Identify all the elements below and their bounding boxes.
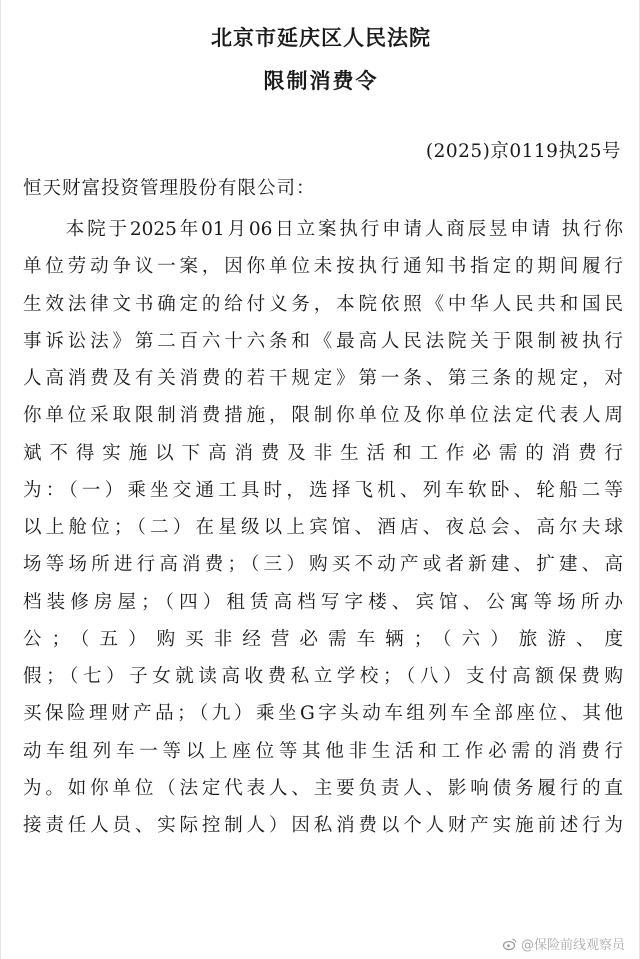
body-line: 买保险理财产品；（九）乘坐G字头动车组列车全部座位、其他 [23, 703, 623, 725]
court-name: 北京市延庆区人民法院 [211, 25, 431, 50]
body-line: 假；（七）子女就读高收费私立学校；（八）支付高额保费购 [23, 666, 623, 687]
body-line: 接责任人员、实际控制人）因私消费以个人财产实施前述行为 [23, 815, 623, 836]
document-title: 限制消费令 [263, 68, 379, 93]
body-line: 以上舱位；（二）在星级以上宾馆、酒店、夜总会、高尔夫球 [23, 517, 623, 538]
document-body [23, 211, 623, 844]
body-line: 你单位采取限制消费措施，限制你单位及你单位法定代表人周 [23, 405, 623, 427]
body-line: 人高消费及有关消费的若干规定》第一条、第三条的规定，对 [23, 368, 623, 389]
body-line: 为：（一）乘坐交通工具时，选择飞机、列车软卧、轮船二等 [23, 479, 623, 501]
body-line: 生效法律文书确定的给付义务，本院依照《中华人民共和国民 [23, 293, 623, 315]
case-number: (2025)京0119执25号 [425, 141, 621, 162]
body-line: 公；（五）购买非经营必需车辆；（六）旅游、度 [23, 628, 623, 650]
watermark-text: @保险前线观察员 [520, 938, 625, 953]
body-line: 档装修房屋；（四）租赁高档写字楼、宾馆、公寓等场所办 [23, 591, 623, 613]
addressee: 恒天财富投资管理股份有限公司： [23, 178, 316, 199]
body-line: 为。如你单位（法定代表人、主要负责人、影响债务履行的直 [23, 777, 623, 799]
watermark [503, 934, 625, 953]
body-line: 单位劳动争议一案，因你单位未按执行通知书指定的期间履行 [23, 256, 623, 278]
body-line: 事诉讼法》第二百六十六条和《最高人民法院关于限制被执行 [23, 330, 623, 352]
weibo-icon [503, 937, 517, 951]
body-line: 场等场所进行高消费；（三）购买不动产或者新建、扩建、高 [23, 554, 623, 576]
body-line: 动车组列车一等以上座位等其他非生活和工作必需的消费行 [23, 740, 623, 762]
body-line: 斌不得实施以下高消费及非生活和工作必需的消费行 [23, 442, 623, 464]
body-line: 本院于2025年01月06日立案执行申请人商辰昱申请 执行你 [23, 219, 623, 240]
